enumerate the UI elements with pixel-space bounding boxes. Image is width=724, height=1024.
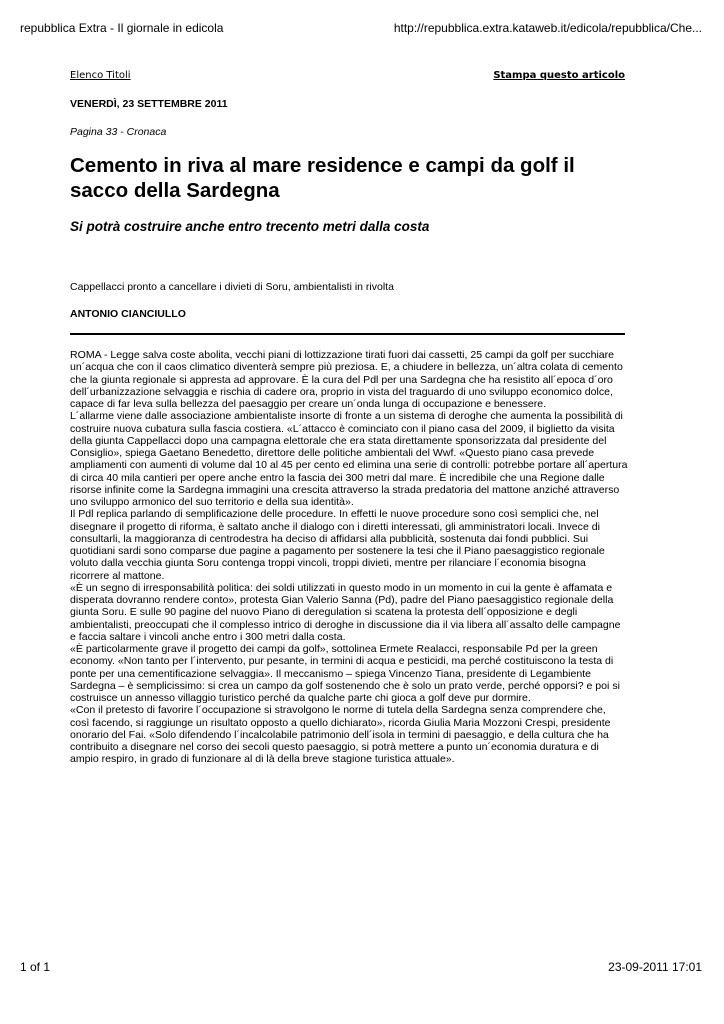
print-article-link[interactable]: Stampa questo articolo <box>493 70 625 81</box>
index-link[interactable]: Elenco Titoli <box>70 70 131 81</box>
browser-page-title: repubblica Extra - Il giornale in edicola <box>20 21 224 35</box>
article-date: VENERDÌ, 23 SETTEMBRE 2011 <box>70 98 228 110</box>
page-count: 1 of 1 <box>20 960 51 974</box>
article-paragraph: ROMA - Legge salva coste abolita, vecchi piani di lottizzazione tirati fuori dai cassetti, 25 campi da golf per succhiare un´acqua che con il caos climatico diventerà sempre più preziosa. E, a chiudere in bellezza, un´altra colata di cemento che la giunta regionale si appresta ad approvare. È la cura del Pdl per una Sardegna che ha resistito all´epoca d´oro dell´urbanizzazione selvaggia e rischia di cadere ora, proprio in vista del traguardo di uno sviluppo economico dolce, capace di far leva sulla bellezza del paesaggio per creare un´onda lunga di occupazione e benessere. <box>70 349 623 410</box>
separator-line <box>70 333 625 335</box>
article-paragraph: Il Pdl replica parlando di semplificazione delle procedure. In effetti le nuove procedure sono così semplici che, nel disegnare il progetto di riforma, è saltato anche il dialogo con i diretti interessati, gli amministratori locali. Invece di consultarli, la maggioranza di centrodestra ha deciso di affidarsi alla pubblicità, sostenuta dai fondi pubblici. Sui quotidiani sardi sono comparse due pagine a pagamento per sostenere la tesi che il Piano paesaggistico regionale voluto dalla vecchia giunta Soru contenga troppi vincoli, troppi divieti, mentre per rilanciare l´economia bisogna ricorrere al mattone. <box>70 508 605 582</box>
browser-page-url: http://repubblica.extra.kataweb.it/edicola/repubblica/Che... <box>393 21 702 35</box>
article-body <box>70 349 628 766</box>
article-paragraph: L´allarme viene dalle associazione ambientaliste insorte di fronte a un sistema di deroghe che aumenta la possibilità di costruire nuova cubatura sulla fascia costiera. «L´attacco è cominciato con il piano casa del 2009, il biglietto da visita della giunta Cappellacci dopo una campagna elettorale che era stata direttamente sponsorizzata dal presidente del Consiglio», spiega Gaetano Benedetto, direttore delle politiche ambientali del Wwf. «Questo piano casa prevede ampliamenti con aumenti di volume dal 10 al 45 per cento ed elimina una serie di controlli: potrebbe portare all´apertura di circa 40 mila cantieri per opere anche entro la fascia dei 300 metri dal mare. È incredibile che una Regione dalle risorse infinite come la Sardegna immagini una crescita attraverso la strada predatoria del mattone anziché attraverso uno sviluppo armonico del suo territorio e della sua identità». <box>70 410 628 508</box>
print-timestamp: 23-09-2011 17:01 <box>608 960 702 974</box>
article-paragraph: «È un segno di irresponsabilità politica: dei soldi utilizzati in questo modo in un momento in cui la gente è affamata e disperata dovranno rendere conto», protesta Gian Valerio Sanna (Pd), padre del Piano paesaggistico regionale della giunta Soru. E sulle 90 pagine del nuovo Piano di deregulation si scatena la protesta dell´opposizione e degli ambientalisti, preoccupati che il complesso intrico di deroghe in discussione dia il via libera all´assalto delle campagne e faccia saltare i vincoli anche entro i 300 metri dalla costa. <box>70 581 621 643</box>
article-page-section: Pagina 33 - Cronaca <box>70 126 167 138</box>
article-paragraph: «Con il pretesto di favorire l´occupazione si stravolgono le norme di tutela della Sardegna senza comprendere che, così facendo, si raggiunge un risultato opposto a quello dichiarato», ricorda Giulia Maria Mozzoni Crespi, presidente onorario del Fai. «Solo difendendo l´incalcolabile patrimonio dell´isola in termini di paesaggio, e della cultura che ha contribuito a disegnare nel corso dei secoli questo paesaggio, si potrà mettere a punto un´economia duratura e di ampio respiro, in grado di funzionare al di là della breve stagione turistica attuale». <box>70 704 611 766</box>
article-subtitle: Si potrà costruire anche entro trecento metri dalla costa <box>70 219 430 234</box>
article-nav <box>70 70 625 81</box>
article-summary: Cappellacci pronto a cancellare i divieti di Soru, ambientalisti in rivolta <box>70 281 394 293</box>
article-title: Cemento in riva al mare residence e campi da golf il sacco della Sardegna <box>70 154 575 202</box>
article-paragraph: «È particolarmente grave il progetto dei campi da golf», sottolinea Ermete Realacci, responsabile Pd per la green economy. «Non tanto per l´intervento, pur pesante, in termini di acqua e pesticidi, ma perché costituiscono la testa di ponte per una cementificazione selvaggia». Il meccanismo – spiega Vincenzo Tiana, presidente di Legambiente Sardegna – è semplicissimo: si crea un campo da golf sostenendo che è solo un prato verde, perché opporsi? e poi si costruisce un annesso villaggio turistico perché da qualche parte chi gioca a golf deve pur dormire. <box>70 643 620 704</box>
article-author: ANTONIO CIANCIULLO <box>70 308 186 320</box>
